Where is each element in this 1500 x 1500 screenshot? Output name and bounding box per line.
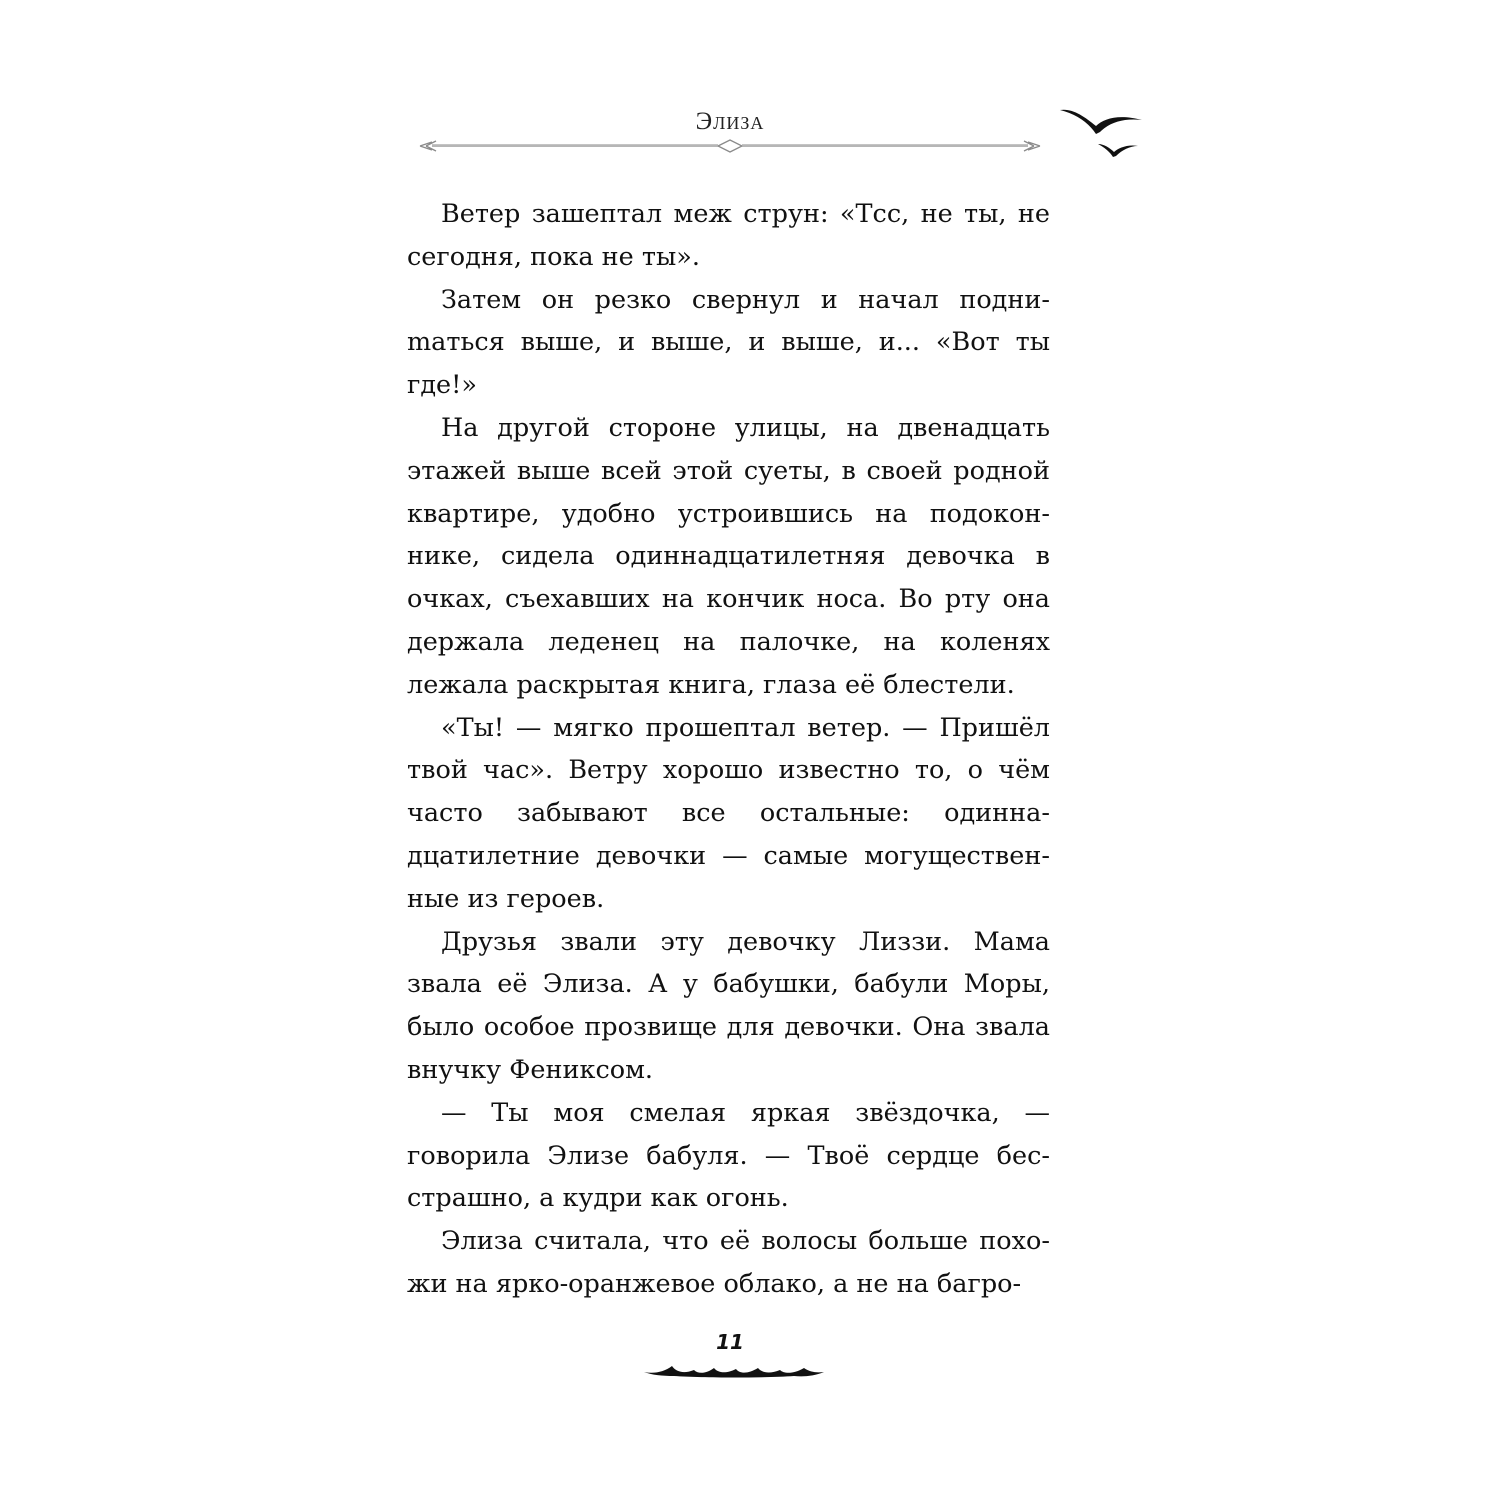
paragraph: Друзья звали эту девочку Лиззи. Мама звала её Элиза. А у бабушки, бабули Моры, было особое прозвище для девочки. Она звала внучку Фениксом. [407, 926, 1050, 1085]
seagulls-icon [1058, 100, 1148, 164]
running-head [418, 108, 1042, 158]
body-text [407, 193, 1050, 1306]
arrow-rule-ornament [418, 136, 1042, 156]
paragraph: «Ты! — мягко прошептал ветер. — Пришёл твой час». Ветру хорошо известно то, о чём часто забывают все остальные: одиннадцатилетние девочки — самые могущественные из героев. [407, 712, 1050, 914]
paragraph: — Ты моя смелая яркая звёздочка, — говорила Элизе бабуля. — Твоё сердце бесстрашно, а кудри как огонь. [407, 1097, 1050, 1214]
paragraph: Элиза считала, что её волосы больше похожи на ярко-оранжевое облако, а не на багро- [407, 1226, 1050, 1299]
page-number: 11 [716, 1330, 744, 1354]
paragraph: Ветер зашептал меж струн: «Тсс, не ты, не сегодня, пока не ты». [407, 199, 1050, 272]
running-head-title: Элиза [695, 108, 765, 135]
paragraph: На другой стороне улицы, на двенадцать этажей выше всей этой суеты, в своей родной квартире, удобно устроившись на подоконнике, сидела одиннадцатилетняя девочка в очках, съехавших на кончик носа. Во рту она держала леденец на палочке, на коленях лежала раскрытая книга, глаза её блестели. [407, 412, 1050, 700]
paragraph: Затем он резко свернул и начал подниmаться выше, и выше, и выше, и... «Вот ты где!» [407, 284, 1050, 401]
waves-ornament [644, 1360, 824, 1382]
